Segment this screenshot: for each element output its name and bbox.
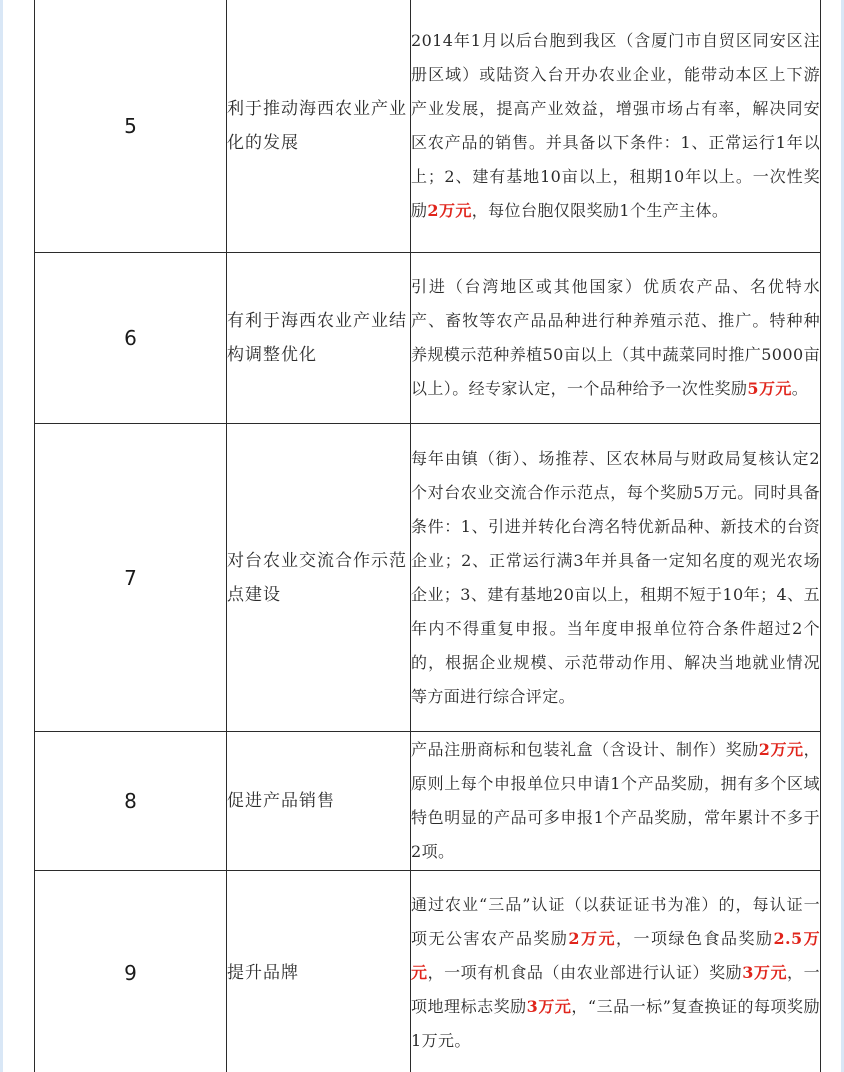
row-number: 8 [35,732,227,871]
reward-amount: 2.5万元 [411,929,820,982]
item-description [411,424,821,732]
item-description [411,0,821,253]
policy-table [34,0,821,1072]
description-text: 。 [791,379,809,398]
item-description [411,871,821,1072]
table-row [35,424,821,732]
description-text: ，原则上每个申报单位只申请1个产品奖励，拥有多个区域特色明显的产品可多申报1个产品奖励，常年累计不多于2项。 [411,740,820,861]
description-text: ，一项绿色食品奖励 [616,929,774,948]
description-text: ，一项有机食品（由农业部进行认证）奖励 [427,963,743,982]
reward-amount: 5万元 [747,379,792,398]
description-text: ，一项地理标志奖励 [411,963,820,1016]
description-text: 通过农业“三品”认证（以获证证书为准）的，每认证一项无公害农产品奖励 [411,895,820,948]
description-text: ，每位台胞仅限奖励1个生产主体。 [471,201,729,220]
description-text: 2014年1月以后台胞到我区（含厦门市自贸区同安区注册区域）或陆资入台开办农业企业，能带动本区上下游产业发展，提高产业效益，增强市场占有率，解决同安区农产品的销售。并具备以下条件：1、正常运行1年以上；2、建有基地10亩以上，租期10年以上。一次性奖励 [411,31,820,220]
table-row [35,0,821,253]
item-description [411,253,821,424]
reward-amount: 3万元 [742,963,788,982]
reward-amount: 2万元 [427,201,472,220]
item-name: 促进产品销售 [227,732,411,871]
description-text: ，“三品一标”复查换证的每项奖励1万元。 [411,997,820,1050]
row-number: 5 [35,0,227,253]
description-text: 每年由镇（街）、场推荐、区农林局与财政局复核认定2个对台农业交流合作示范点，每个奖励5万元。同时具备条件：1、引进并转化台湾名特优新品种、新技术的台资企业；2、正常运行满3年并具备一定知名度的观光农场企业；3、建有基地20亩以上，租期不短于10年；4、五年内不得重复申报。当年度申报单位符合条件超过2个的，根据企业规模、示范带动作用、解决当地就业情况等方面进行综合评定。 [411,448,820,706]
item-name: 有利于海西农业产业结构调整优化 [227,253,411,424]
item-name: 提升品牌 [227,871,411,1072]
item-name: 利于推动海西农业产业化的发展 [227,0,411,253]
row-number: 7 [35,424,227,732]
left-page-border [0,0,3,1072]
item-name: 对台农业交流合作示范点建设 [227,424,411,732]
description-text: 引进（台湾地区或其他国家）优质农产品、名优特水产、畜牧等农产品品种进行种养殖示范、推广。特种种养规模示范种养植50亩以上（其中蔬菜同时推广5000亩以上）。经专家认定，一个品种给予一次性奖励 [411,277,820,398]
row-number: 6 [35,253,227,424]
reward-amount: 2万元 [758,740,804,759]
item-description [411,732,821,871]
table-row [35,732,821,871]
table-row [35,871,821,1072]
description-text: 产品注册商标和包装礼盒（含设计、制作）奖励 [411,740,759,759]
row-number: 9 [35,871,227,1072]
reward-amount: 2万元 [568,929,617,948]
reward-amount: 3万元 [526,997,572,1016]
table-row [35,253,821,424]
